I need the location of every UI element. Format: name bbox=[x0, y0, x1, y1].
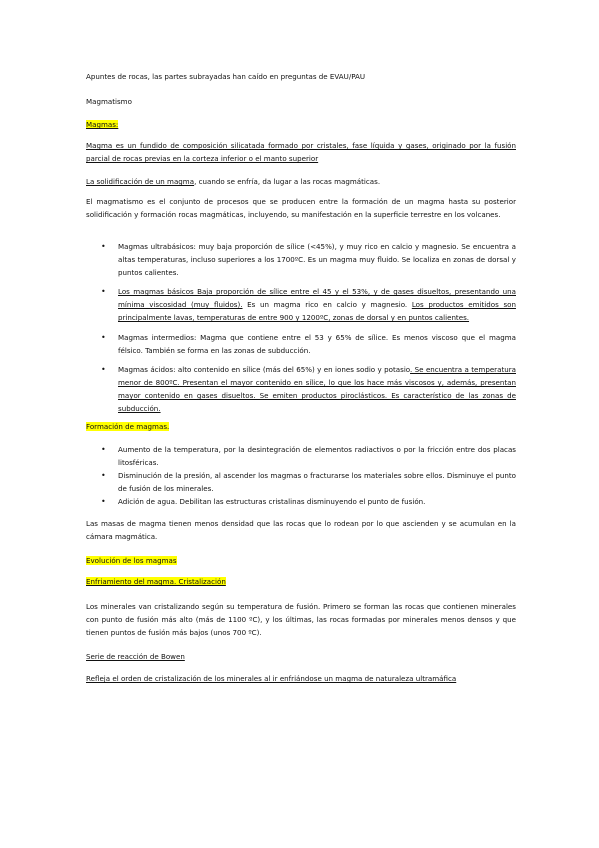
list-item-ultrabasicos: • Magmas ultrabásicos: muy baja proporción de sílice (<45%), y muy rico en calcio y magnesio. Se encuentra a altas temperaturas, incluso superiores a los 1700ºC. Es un magma muy fluido. Se localiza en zonas de dorsal y puntos calientes. bbox=[86, 240, 516, 279]
bowen-heading: Serie de reacción de Bowen bbox=[86, 652, 185, 661]
magma-types-list-4 bbox=[86, 363, 516, 415]
basicos-underlined-1: Los magmas básicos Baja proporción de sílice entre el 45 y el 53%, y de gases disueltos, presentando una mínima viscosidad (muy fluidos). bbox=[118, 287, 516, 309]
magmas-heading: Magmas: bbox=[86, 120, 119, 129]
magma-types-list-1 bbox=[86, 240, 516, 279]
solidificacion-rest: , cuando se enfría, da lugar a las rocas magmáticas. bbox=[194, 177, 381, 186]
magma-types-list-3 bbox=[86, 331, 516, 357]
acidos-plain: Magmas ácidos: alto contenido en sílice (más del 65%) y en iones sodio y potasio bbox=[118, 365, 411, 374]
densidad-paragraph: Las masas de magma tienen menos densidad que las rocas que lo rodean por lo que ascienden y se acumulan en la cámara magmática. bbox=[86, 519, 516, 541]
evolucion-heading-line bbox=[86, 554, 516, 567]
basicos-plain: Es un magma rico en calcio y magnesio. bbox=[242, 300, 412, 309]
basicos-underlined-2: Los productos emitidos son principalmente lavas, temperaturas de entre 900 y 1200ºC, zonas de dorsal y en puntos calientes. bbox=[118, 300, 516, 322]
magma-definition: Magma es un fundido de composición silicatada formado por cristales, fase líquida y gases, originado por la fusión parcial de rocas previas en la corteza inferior o el manto superior bbox=[86, 141, 516, 163]
solidificacion-paragraph bbox=[86, 175, 516, 188]
magmas-heading-line bbox=[86, 118, 516, 131]
list-item-temperatura: • Aumento de la temperatura, por la desintegración de elementos radiactivos o por la fricción entre dos placas litosféricas. bbox=[86, 443, 516, 469]
magmatismo-heading: Magmatismo bbox=[86, 97, 132, 106]
cristalizacion-paragraph: Los minerales van cristalizando según su temperatura de fusión. Primero se forman las rocas que contienen minerales con punto de fusión más alto (más de 1100 ºC), y los últimas, las rocas formadas por minerales menos densos y que tienen puntos de fusión más bajos (unos 700 ºC). bbox=[86, 602, 516, 637]
enfriamiento-heading-line bbox=[86, 575, 516, 588]
acidos-underlined: . Se encuentra a temperatura menor de 800ºC. Presentan el mayor contenido en sílice, lo que los hace más viscosos y, además, presentan mayor contenido en gases disueltos. Se emiten productos piroclásticos. Es característico de las zonas de subducción. bbox=[118, 365, 516, 413]
formacion-list bbox=[86, 443, 516, 508]
bowen-text: Refleja el orden de cristalización de los minerales al ir enfriándose un magma de naturaleza ultramáfica bbox=[86, 674, 457, 683]
formacion-heading: Formación de magmas. bbox=[86, 422, 170, 431]
list-item-presion: • Disminución de la presión, al ascender los magmas o fracturarse los materiales sobre ellos. Disminuye el punto de fusión de los minerales. bbox=[86, 469, 516, 495]
intro-line: Apuntes de rocas, las partes subrayadas han caído en preguntas de EVAU/PAU bbox=[86, 72, 366, 81]
list-item-intermedios: • Magmas intermedios: Magma que contiene entre el 53 y 65% de sílice. Es menos viscoso que el magma félsico. También se forma en las zonas de subducción. bbox=[86, 331, 516, 357]
enfriamiento-heading: Enfriamiento del magma. Cristalización bbox=[86, 577, 226, 586]
solidificacion-label: La solidificación de un magma bbox=[86, 177, 195, 186]
formacion-heading-line bbox=[86, 420, 516, 433]
list-item-acidos bbox=[86, 363, 516, 415]
list-item-agua: • Adición de agua. Debilitan las estructuras cristalinas disminuyendo el punto de fusión. bbox=[86, 495, 516, 508]
evolucion-heading: Evolución de los magmas bbox=[86, 556, 177, 565]
magma-types-list-2 bbox=[86, 285, 516, 324]
magmatismo-definition: El magmatismo es el conjunto de procesos que se producen entre la formación de un magma hasta su posterior solidificación y formación rocas magmáticas, incluyendo, su manifestación en la superficie terrestre en los volcanes. bbox=[86, 197, 516, 219]
list-item-basicos bbox=[86, 285, 516, 324]
